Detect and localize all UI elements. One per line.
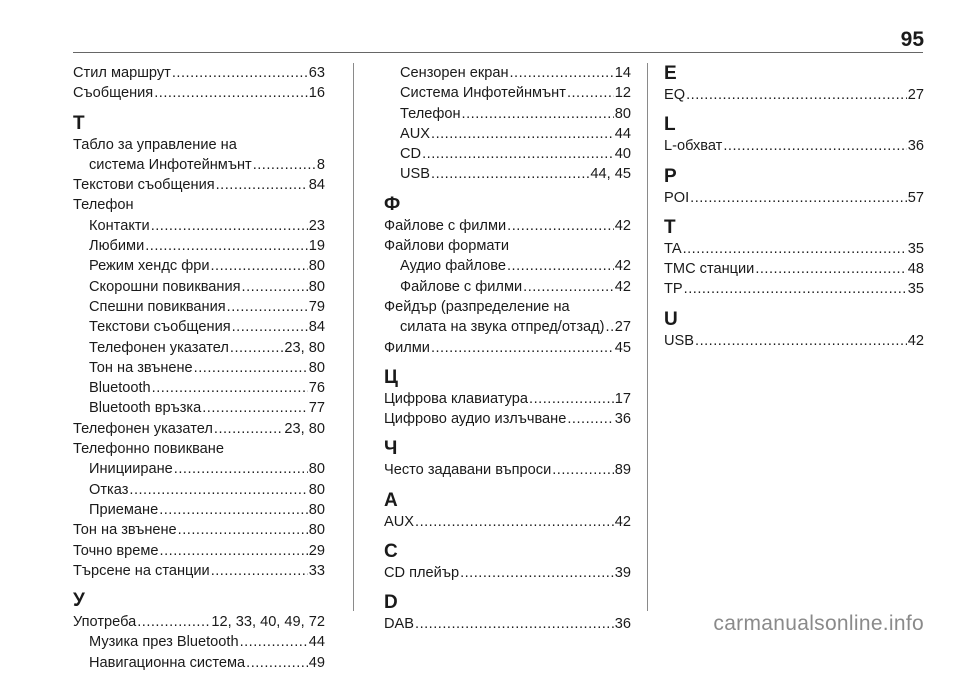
dot-leader — [462, 104, 614, 124]
index-entry — [73, 612, 325, 632]
dot-leader — [211, 256, 308, 276]
dot-leader — [159, 500, 308, 520]
entry-label: Спешни повиквания — [89, 298, 226, 315]
index-section — [73, 63, 325, 104]
entry-pages: 39 — [614, 565, 631, 582]
entry-pages: 29 — [308, 542, 325, 559]
index-entry — [73, 632, 325, 652]
section-letter: T — [664, 216, 676, 238]
index-section — [384, 593, 631, 634]
index-section — [664, 218, 924, 300]
entry-pages: 42 — [907, 332, 924, 349]
dot-leader — [529, 389, 614, 409]
index-entry — [73, 175, 325, 195]
entry-label: Тон на звънене — [89, 359, 193, 376]
entry-label: Табло за управление на — [73, 136, 237, 153]
entry-pages: 80 — [308, 522, 325, 539]
entry-label: Тон на звънене — [73, 522, 177, 539]
dot-leader — [129, 480, 307, 500]
entry-label: Съобщения — [73, 85, 154, 102]
index-entry — [384, 338, 631, 358]
index-entry — [73, 216, 325, 236]
index-entry — [664, 239, 924, 259]
entry-pages: 84 — [308, 177, 325, 194]
entry-label: Система Инфотейнмънт — [400, 85, 566, 102]
dot-leader — [152, 378, 308, 398]
index-section — [73, 591, 325, 673]
index-entry — [384, 563, 631, 583]
dot-leader — [415, 614, 614, 634]
section-letter: Т — [73, 112, 85, 134]
entry-pages: 19 — [308, 238, 325, 255]
entry-pages: 80 — [308, 258, 325, 275]
dot-leader — [137, 612, 210, 632]
column-divider — [647, 63, 648, 611]
dot-leader — [431, 164, 589, 184]
index-entry — [73, 480, 325, 500]
index-entry — [73, 358, 325, 378]
index-entry — [73, 297, 325, 317]
index-entry — [73, 439, 325, 459]
index-entry — [384, 83, 631, 103]
index-section — [73, 114, 325, 582]
dot-leader — [145, 236, 308, 256]
index-section — [384, 368, 631, 430]
dot-leader — [246, 653, 308, 673]
entry-label: Файлови формати — [384, 238, 510, 255]
dot-leader — [523, 277, 614, 297]
entry-pages: 80 — [308, 278, 325, 295]
index-entry — [73, 459, 325, 479]
entry-pages: 63 — [308, 65, 325, 81]
entry-pages: 42 — [614, 278, 631, 295]
index-section — [384, 491, 631, 532]
entry-label: Телефон — [400, 105, 461, 122]
entry-label: Точно време — [73, 542, 159, 559]
index-entry — [384, 297, 631, 317]
dot-leader — [178, 520, 308, 540]
entry-pages: 17 — [614, 390, 631, 407]
entry-label: система Инфотейнмънт — [89, 156, 252, 173]
entry-pages: 89 — [614, 462, 631, 479]
entry-pages: 8 — [316, 156, 325, 173]
entry-label: Bluetooth — [89, 380, 151, 397]
index-section — [664, 115, 924, 156]
entry-label: Файлове с филми — [400, 278, 523, 295]
entry-label: Текстови съобщения — [73, 177, 215, 194]
entry-label: AUX — [384, 513, 415, 530]
entry-label: Любими — [89, 238, 145, 255]
entry-label: Цифрово аудио излъчване — [384, 411, 567, 428]
page-number: 95 — [900, 28, 924, 51]
dot-leader — [507, 256, 614, 276]
index-entry — [384, 216, 631, 236]
column-divider — [353, 63, 354, 611]
dot-leader — [230, 338, 284, 358]
index-entry — [664, 136, 924, 156]
section-letter: Ч — [384, 438, 398, 460]
entry-label: Цифрова клавиатура — [384, 390, 529, 407]
index-entry — [384, 277, 631, 297]
index-entry — [73, 338, 325, 358]
entry-pages: 36 — [614, 411, 631, 428]
entry-label: USB — [400, 166, 431, 183]
entry-pages: 14 — [614, 65, 631, 81]
index-entry — [384, 144, 631, 164]
index-entry — [384, 512, 631, 532]
index-entry — [73, 398, 325, 418]
dot-leader — [172, 63, 308, 83]
entry-label: Филми — [384, 339, 430, 356]
index-entry — [73, 378, 325, 398]
dot-leader — [552, 460, 614, 480]
index-section — [384, 63, 631, 185]
entry-label: Стил маршрут — [73, 65, 171, 81]
dot-leader — [723, 136, 906, 156]
index-entry — [384, 236, 631, 256]
section-letter: P — [664, 165, 677, 187]
index-entry — [73, 419, 325, 439]
dot-leader — [160, 541, 308, 561]
entry-pages: 44 — [614, 125, 631, 142]
dot-leader — [202, 398, 308, 418]
entry-pages: 16 — [308, 85, 325, 102]
header-rule — [73, 52, 923, 53]
entry-pages: 44 — [308, 634, 325, 651]
dot-leader — [431, 338, 614, 358]
index-column-3 — [664, 63, 924, 351]
dot-leader — [216, 175, 308, 195]
index-entry — [73, 277, 325, 297]
entry-label: Отказ — [89, 481, 129, 498]
entry-pages: 36 — [614, 616, 631, 633]
entry-label: L-обхват — [664, 138, 723, 155]
entry-label: DAB — [384, 616, 415, 633]
index-entry — [384, 256, 631, 276]
index-entry — [73, 83, 325, 103]
dot-leader — [242, 277, 308, 297]
section-letter: C — [384, 541, 398, 563]
entry-pages: 40 — [614, 146, 631, 163]
entry-pages: 84 — [308, 319, 325, 336]
entry-label: Търсене на станции — [73, 562, 210, 579]
dot-leader — [567, 83, 614, 103]
dot-leader — [151, 216, 308, 236]
entry-pages: 42 — [614, 513, 631, 530]
dot-leader — [683, 239, 907, 259]
index-column-1 — [73, 63, 325, 673]
section-letter: A — [384, 489, 398, 511]
dot-leader — [690, 188, 907, 208]
entry-label: Аудио файлове — [400, 258, 506, 275]
entry-pages: 77 — [308, 400, 325, 417]
index-entry — [73, 236, 325, 256]
entry-label: Често задавани въпроси — [384, 462, 552, 479]
entry-label: EQ — [664, 87, 686, 103]
index-entry — [384, 614, 631, 634]
index-entry — [73, 561, 325, 581]
entry-pages: 36 — [907, 138, 924, 155]
index-column-2 — [384, 63, 631, 635]
entry-label: Телефон — [73, 197, 134, 214]
entry-label: Скорошни повиквания — [89, 278, 241, 295]
entry-pages: 57 — [907, 189, 924, 206]
index-entry — [384, 389, 631, 409]
entry-pages: 76 — [308, 380, 325, 397]
index-section — [664, 167, 924, 208]
section-letter: У — [73, 590, 85, 612]
entry-label: Bluetooth връзка — [89, 400, 202, 417]
entry-label: USB — [664, 332, 695, 349]
entry-pages: 27 — [907, 87, 924, 103]
watermark[interactable]: carmanualsonline.info — [713, 612, 924, 635]
entry-pages: 42 — [614, 258, 631, 275]
entry-pages: 35 — [907, 240, 924, 257]
dot-leader — [194, 358, 308, 378]
index-entry — [664, 331, 924, 351]
entry-pages: 80 — [614, 105, 631, 122]
entry-label: Музика през Bluetooth — [89, 634, 239, 651]
entry-pages: 80 — [308, 481, 325, 498]
dot-leader — [154, 83, 308, 103]
entry-pages: 27 — [614, 319, 631, 336]
entry-pages: 80 — [308, 461, 325, 478]
entry-label: Телефонен указател — [89, 339, 229, 356]
entry-label: Сензорен екран — [400, 65, 509, 81]
index-section — [664, 310, 924, 351]
index-entry — [664, 85, 924, 105]
index-entry — [384, 124, 631, 144]
index-entry — [384, 63, 631, 83]
section-letter: E — [664, 63, 677, 84]
entry-label: силата на звука отпред/отзад) — [400, 319, 605, 336]
entry-label: Навигационна система — [89, 654, 246, 671]
entry-pages: 80 — [308, 501, 325, 518]
entry-label: Иницииране — [89, 461, 173, 478]
entry-pages: 79 — [308, 298, 325, 315]
index-entry — [73, 195, 325, 215]
entry-label: TP — [664, 281, 683, 298]
entry-pages: 45 — [614, 339, 631, 356]
index-section — [384, 542, 631, 583]
index-section — [384, 195, 631, 358]
section-letter: D — [384, 592, 398, 614]
index-entry — [73, 500, 325, 520]
entry-pages: 23, 80 — [284, 339, 325, 356]
entry-pages: 35 — [907, 281, 924, 298]
dot-leader — [227, 297, 308, 317]
dot-leader — [253, 155, 316, 175]
entry-pages: 49 — [308, 654, 325, 671]
dot-leader — [431, 124, 614, 144]
index-entry — [664, 279, 924, 299]
dot-leader — [422, 144, 614, 164]
entry-label: Фейдър (разпределение на — [384, 298, 570, 315]
entry-pages: 23 — [308, 217, 325, 234]
dot-leader — [240, 632, 308, 652]
entry-label: POI — [664, 189, 690, 206]
dot-leader — [232, 317, 308, 337]
entry-label: Файлове с филми — [384, 217, 507, 234]
index-entry — [73, 541, 325, 561]
entry-pages: 44, 45 — [590, 166, 631, 183]
entry-label: TMC станции — [664, 261, 755, 278]
entry-label: Текстови съобщения — [89, 319, 231, 336]
entry-label: CD — [400, 146, 422, 163]
entry-pages: 12, 33, 40, 49, 72 — [211, 614, 325, 631]
index-section — [664, 64, 924, 105]
entry-label: Приемане — [89, 501, 159, 518]
dot-leader — [507, 216, 614, 236]
entry-pages: 23, 80 — [284, 420, 325, 437]
entry-pages: 48 — [907, 261, 924, 278]
entry-label: Телефонно повикване — [73, 441, 224, 458]
dot-leader — [606, 317, 614, 337]
entry-label: Телефонен указател — [73, 420, 213, 437]
entry-pages: 12 — [614, 85, 631, 102]
dot-leader — [214, 419, 284, 439]
entry-label: CD плейър — [384, 565, 460, 582]
index-entry — [73, 520, 325, 540]
index-entry — [73, 155, 325, 175]
entry-pages: 42 — [614, 217, 631, 234]
dot-leader — [510, 63, 614, 83]
section-letter: L — [664, 114, 676, 136]
index-entry — [384, 104, 631, 124]
index-entry — [384, 460, 631, 480]
index-entry — [664, 188, 924, 208]
index-entry — [73, 135, 325, 155]
dot-leader — [567, 409, 613, 429]
dot-leader — [686, 85, 907, 105]
section-letter: Ф — [384, 193, 401, 215]
dot-leader — [211, 561, 308, 581]
index-entry — [73, 63, 325, 83]
index-entry — [664, 259, 924, 279]
dot-leader — [174, 459, 308, 479]
index-entry — [73, 256, 325, 276]
index-entry — [73, 317, 325, 337]
dot-leader — [684, 279, 907, 299]
section-letter: Ц — [384, 366, 398, 388]
entry-label: AUX — [400, 125, 431, 142]
index-entry — [384, 317, 631, 337]
entry-label: Режим хендс фри — [89, 258, 210, 275]
index-entry — [384, 164, 631, 184]
entry-pages: 80 — [308, 359, 325, 376]
index-entry — [384, 409, 631, 429]
dot-leader — [460, 563, 614, 583]
section-letter: U — [664, 308, 678, 330]
entry-label: Употреба — [73, 614, 137, 631]
dot-leader — [695, 331, 907, 351]
entry-label: TA — [664, 240, 682, 257]
dot-leader — [415, 512, 614, 532]
index-section — [384, 439, 631, 480]
index-entry — [73, 653, 325, 673]
dot-leader — [755, 259, 906, 279]
entry-pages: 33 — [308, 562, 325, 579]
entry-label: Контакти — [89, 217, 150, 234]
